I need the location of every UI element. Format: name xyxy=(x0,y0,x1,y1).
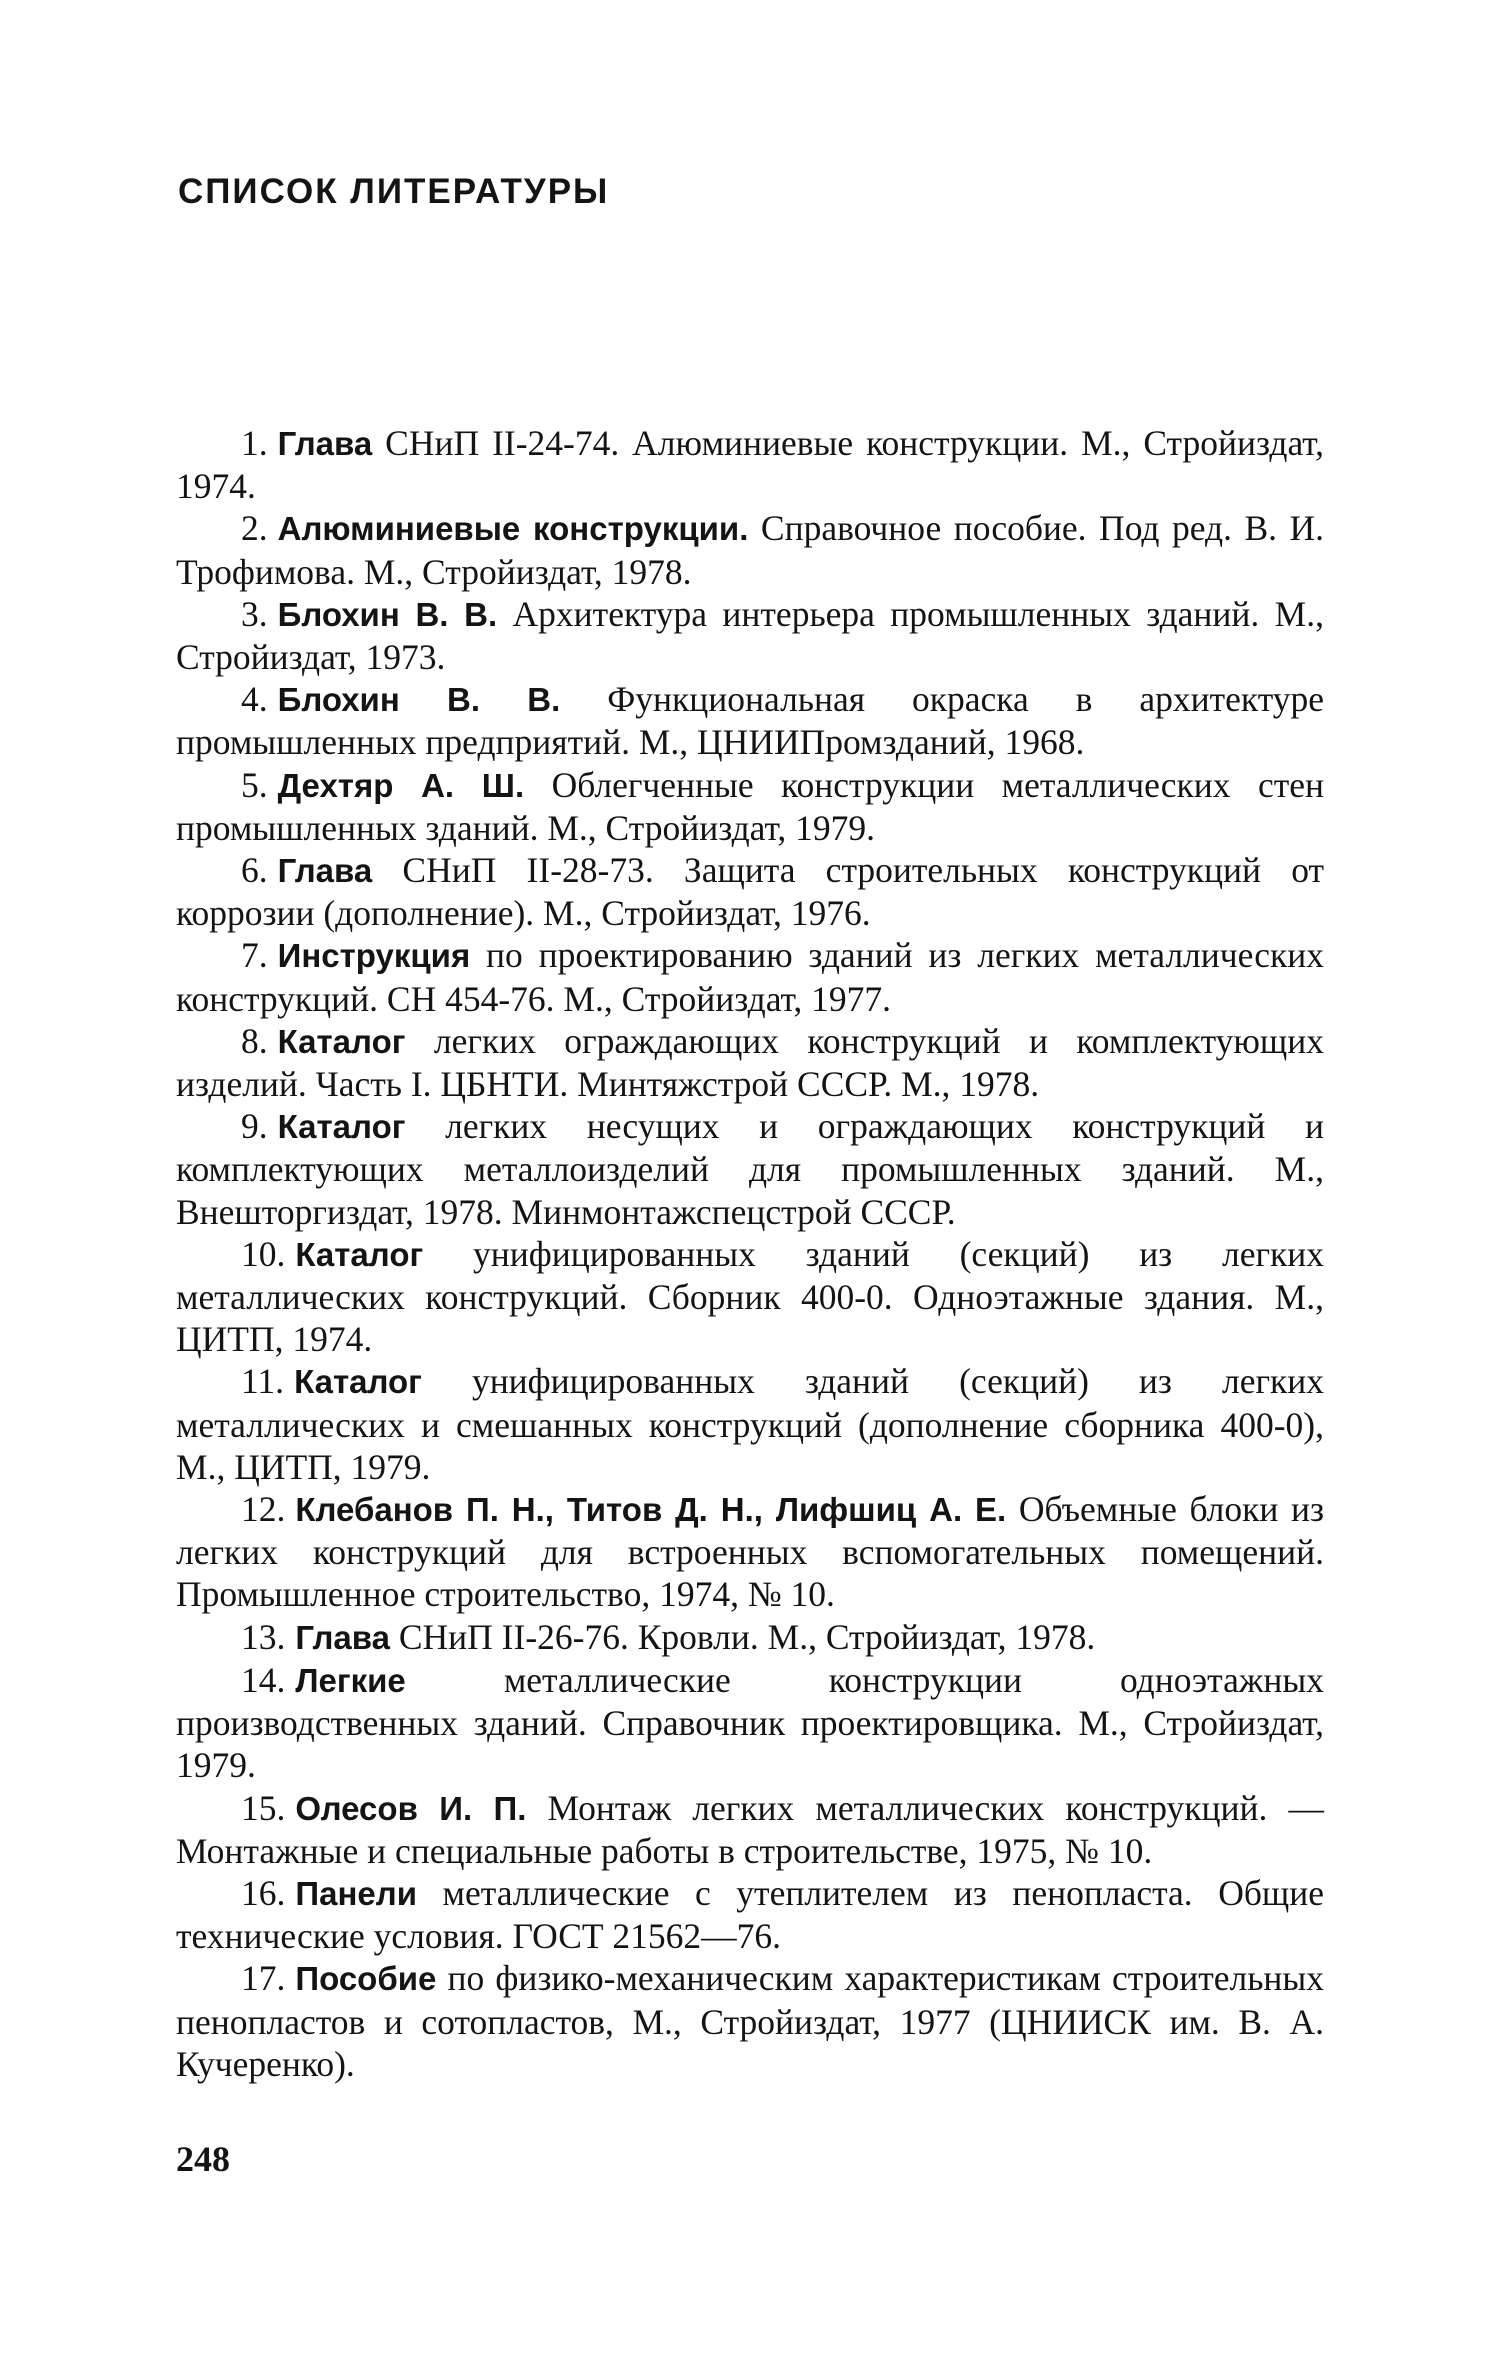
reference-number: 11. xyxy=(241,1361,285,1402)
reference-text: металлические конструкции одноэтажных производственных зданий. Справочник проектировщика. М., Стройиздат, 1979. xyxy=(176,1659,1324,1786)
reference-author: Дехтяр А. Ш. xyxy=(277,766,525,804)
reference-text: СНиП II-24-74. Алюминиевые конструкции. М., Стройиздат, 1974. xyxy=(176,423,1325,507)
reference-item xyxy=(176,422,1324,507)
reference-text: Объемные блоки из легких конструкций для встроенных вспомогательных помещений. Промышленное строительство, 1974, № 10. xyxy=(176,1489,1324,1615)
reference-item xyxy=(176,1616,1324,1659)
reference-number: 17. xyxy=(241,1958,286,1999)
reference-item xyxy=(176,593,1324,678)
reference-list xyxy=(176,422,1324,2085)
page-number: 248 xyxy=(176,2139,230,2179)
reference-author: Панели xyxy=(295,1874,417,1912)
reference-number: 5. xyxy=(241,764,268,805)
reference-author: Блохин В. В. xyxy=(277,595,498,633)
reference-item xyxy=(176,1233,1324,1361)
reference-item xyxy=(176,1659,1324,1787)
reference-item xyxy=(176,934,1324,1019)
reference-author: Глава xyxy=(277,425,373,462)
reference-number: 15. xyxy=(241,1787,286,1828)
reference-author: Инструкция xyxy=(277,937,471,975)
reference-text: СНиП II-26-76. Кровли. М., Стройиздат, 1978. xyxy=(398,1616,1096,1657)
reference-author: Глава xyxy=(295,1618,390,1656)
reference-text: легких ограждающих конструкций и комплектующих изделий. Часть I. ЦБНТИ. Минтяжстрой СССР. М., 1978. xyxy=(176,1020,1324,1105)
reference-item xyxy=(176,1957,1324,2085)
reference-text: Архитектура интерьера промышленных зданий. М., Стройиздат, 1973. xyxy=(176,593,1324,678)
reference-author: Клебанов П. Н., Титов Д. Н., Лифшиц А. Е. xyxy=(295,1491,1007,1529)
reference-text: по проектированию зданий из легких металлических конструкций. СН 454-76. М., Стройиздат, 1977. xyxy=(176,935,1325,1019)
reference-number: 9. xyxy=(241,1106,268,1147)
reference-text: легких несущих и ограждающих конструкций и комплектующих металлоизделий для промышленных зданий. М., Внешторгиздат, 1978. Минмонтажспецстрой СССР. xyxy=(176,1106,1324,1232)
reference-number: 8. xyxy=(241,1020,268,1061)
reference-author: Глава xyxy=(277,852,373,890)
reference-text: унифицированных зданий (секций) из легких металлических и смешанных конструкций (дополнение сборника 400-0), М., ЦИТП, 1979. xyxy=(176,1361,1325,1487)
reference-text: Облегченные конструкции металлических стен промышленных зданий. М., Стройиздат, 1979. xyxy=(176,764,1324,848)
reference-item xyxy=(176,764,1324,849)
reference-author: Пособие xyxy=(295,1960,437,1998)
reference-author: Каталог xyxy=(294,1363,422,1401)
reference-number: 7. xyxy=(241,935,268,976)
reference-author: Легкие xyxy=(295,1661,406,1699)
reference-item xyxy=(176,1488,1324,1616)
reference-item xyxy=(176,1105,1324,1233)
reference-number: 12. xyxy=(241,1489,286,1530)
reference-text: Монтаж легких металлических конструкций. — Монтажные и специальные работы в строительстве, 1975, № 10. xyxy=(176,1787,1325,1871)
reference-item xyxy=(176,1360,1324,1488)
page-heading: СПИСОК ЛИТЕРАТУРЫ xyxy=(178,172,610,211)
reference-text: по физико-механическим характеристикам строительных пенопластов и сотопластов, М., Стройиздат, 1977 (ЦНИИСК им. В. А. Кучеренко). xyxy=(176,1958,1325,2084)
reference-text: Справочное пособие. Под ред. В. И. Трофимова. М., Стройиздат, 1978. xyxy=(176,508,1325,592)
reference-number: 3. xyxy=(241,593,268,634)
reference-text: унифицированных зданий (секций) из легких металлических конструкций. Сборник 400-0. Одноэтажные здания. М., ЦИТП, 1974. xyxy=(176,1233,1325,1360)
reference-text: металлические с утеплителем из пенопласта. Общие технические условия. ГОСТ 21562—76. xyxy=(176,1872,1324,1957)
reference-number: 2. xyxy=(241,508,268,549)
reference-item xyxy=(176,849,1324,934)
reference-number: 13. xyxy=(241,1616,286,1657)
reference-item xyxy=(176,507,1324,592)
reference-number: 6. xyxy=(241,850,268,891)
reference-text: Функциональная окраска в архитектуре промышленных предприятий. М., ЦНИИПромзданий, 1968. xyxy=(176,679,1324,763)
reference-author: Олесов И. П. xyxy=(295,1789,527,1827)
reference-author: Алюминиевые конструкции. xyxy=(277,510,749,548)
reference-text: СНиП II-28-73. Защита строительных конструкций от коррозии (дополнение). М., Стройиздат, 1976. xyxy=(176,850,1325,934)
reference-number: 4. xyxy=(241,679,268,720)
reference-item xyxy=(176,1020,1324,1105)
reference-item xyxy=(176,1872,1324,1957)
reference-item xyxy=(176,1787,1324,1872)
reference-author: Каталог xyxy=(277,1108,406,1146)
reference-item xyxy=(176,678,1324,763)
reference-author: Каталог xyxy=(295,1235,424,1273)
reference-number: 16. xyxy=(241,1872,286,1913)
reference-author: Блохин В. В. xyxy=(277,681,561,719)
reference-author: Каталог xyxy=(277,1022,406,1060)
reference-number: 14. xyxy=(241,1659,286,1700)
reference-number: 10. xyxy=(241,1233,286,1274)
reference-number: 1. xyxy=(241,423,268,463)
